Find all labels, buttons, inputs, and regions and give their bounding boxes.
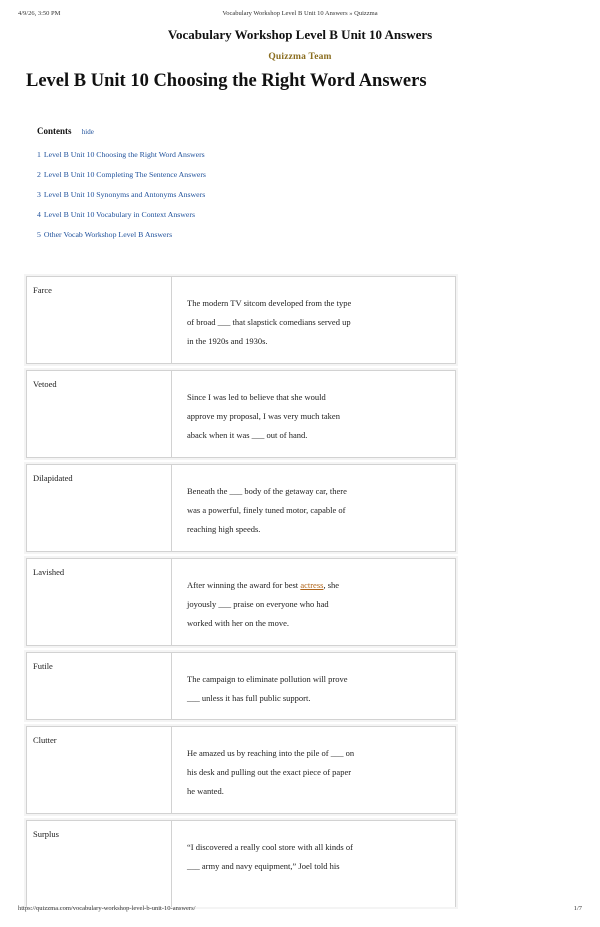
print-page-number: 1/7 bbox=[573, 905, 582, 912]
author-link[interactable]: Quizzma Team bbox=[268, 52, 332, 62]
toc-item-completing-sentence[interactable] bbox=[37, 170, 206, 190]
card-definition bbox=[187, 388, 387, 445]
card-line-text: After winning the award for best bbox=[187, 580, 301, 590]
card-line: aback when it was ___ out of hand. bbox=[187, 430, 308, 440]
card-line: He amazed us by reaching into the pile of ___ on bbox=[187, 748, 355, 758]
card-definition bbox=[187, 744, 387, 801]
print-page-title: Vocabulary Workshop Level B Unit 10 Answers » Quizzma bbox=[222, 10, 378, 17]
keyword-link[interactable]: actress bbox=[300, 580, 324, 590]
card-line: ___ unless it has full public support. bbox=[187, 693, 311, 703]
toc-item-synonyms-antonyms[interactable] bbox=[37, 190, 206, 210]
toc-item-number: 5 bbox=[37, 230, 41, 239]
print-footer bbox=[18, 905, 582, 915]
card-line: approve my proposal, I was very much taken bbox=[187, 411, 340, 421]
flashcard[interactable] bbox=[26, 464, 456, 552]
toc-item-label: Other Vocab Workshop Level B Answers bbox=[43, 230, 173, 239]
card-line: of broad ___ that slapstick comedians served up bbox=[187, 317, 351, 327]
toc-item-other-level-b[interactable] bbox=[37, 230, 206, 250]
card-line: Since I was led to believe that she would bbox=[187, 392, 326, 402]
toc-item-label: Level B Unit 10 Synonyms and Antonyms Answers bbox=[43, 190, 206, 199]
card-line: Beneath the ___ body of the getaway car, there bbox=[187, 486, 347, 496]
toc-list bbox=[37, 150, 206, 250]
card-term: Futile bbox=[27, 653, 172, 719]
card-definition bbox=[187, 576, 387, 633]
card-definition bbox=[187, 294, 387, 351]
flashcard[interactable] bbox=[26, 558, 456, 646]
card-term: Dilapidated bbox=[27, 465, 172, 551]
toc-item-number: 1 bbox=[37, 150, 41, 159]
card-line: was a powerful, finely tuned motor, capable of bbox=[187, 505, 346, 515]
flashcard[interactable] bbox=[26, 370, 456, 458]
site-title: Vocabulary Workshop Level B Unit 10 Answers bbox=[167, 27, 433, 42]
card-definition bbox=[187, 670, 387, 708]
toc-heading-label: Contents bbox=[37, 126, 72, 136]
card-line: “I discovered a really cool store with all kinds of bbox=[187, 842, 353, 852]
toc-heading bbox=[37, 126, 337, 136]
card-definition bbox=[187, 838, 387, 876]
toc-item-number: 2 bbox=[37, 170, 41, 179]
card-term: Surplus bbox=[27, 821, 172, 907]
card-term: Lavished bbox=[27, 559, 172, 645]
toc-item-label: Level B Unit 10 Vocabulary in Context Answers bbox=[43, 210, 195, 219]
toc-hide-toggle[interactable]: hide bbox=[81, 128, 94, 136]
card-line: worked with her on the move. bbox=[187, 618, 289, 628]
print-date: 4/9/26, 3:50 PM bbox=[18, 10, 61, 17]
card-line: in the 1920s and 1930s. bbox=[187, 336, 268, 346]
card-line: ___ army and navy equipment,” Joel told his bbox=[187, 861, 340, 871]
toc-item-number: 3 bbox=[37, 190, 41, 199]
flashcard[interactable] bbox=[26, 726, 456, 814]
card-line: joyously ___ praise on everyone who had bbox=[187, 599, 329, 609]
toc-item-choosing-right-word[interactable] bbox=[37, 150, 206, 170]
card-line-text: , she bbox=[323, 580, 340, 590]
card-line: The campaign to eliminate pollution will prove bbox=[187, 674, 348, 684]
table-of-contents bbox=[37, 126, 337, 239]
flashcard[interactable] bbox=[26, 276, 456, 364]
print-header bbox=[18, 10, 582, 22]
card-line: he wanted. bbox=[187, 786, 224, 796]
print-url: https://quizzma.com/vocabulary-workshop-level-b-unit-10-answers/ bbox=[18, 905, 196, 912]
toc-item-label: Level B Unit 10 Choosing the Right Word Answers bbox=[43, 150, 205, 159]
card-definition bbox=[187, 482, 387, 539]
card-line bbox=[187, 576, 387, 595]
card-term: Vetoed bbox=[27, 371, 172, 457]
card-line: reaching high speeds. bbox=[187, 524, 261, 534]
card-line: The modern TV sitcom developed from the type bbox=[187, 298, 352, 308]
toc-item-label: Level B Unit 10 Completing The Sentence Answers bbox=[43, 170, 206, 179]
flashcard[interactable] bbox=[26, 652, 456, 720]
card-term: Farce bbox=[27, 277, 172, 363]
flashcard[interactable] bbox=[26, 820, 456, 907]
toc-item-vocabulary-in-context[interactable] bbox=[37, 210, 206, 230]
card-term: Clutter bbox=[27, 727, 172, 813]
toc-item-number: 4 bbox=[37, 210, 41, 219]
page-title: Level B Unit 10 Choosing the Right Word Answers bbox=[26, 71, 427, 91]
card-line: his desk and pulling out the exact piece of paper bbox=[187, 767, 352, 777]
